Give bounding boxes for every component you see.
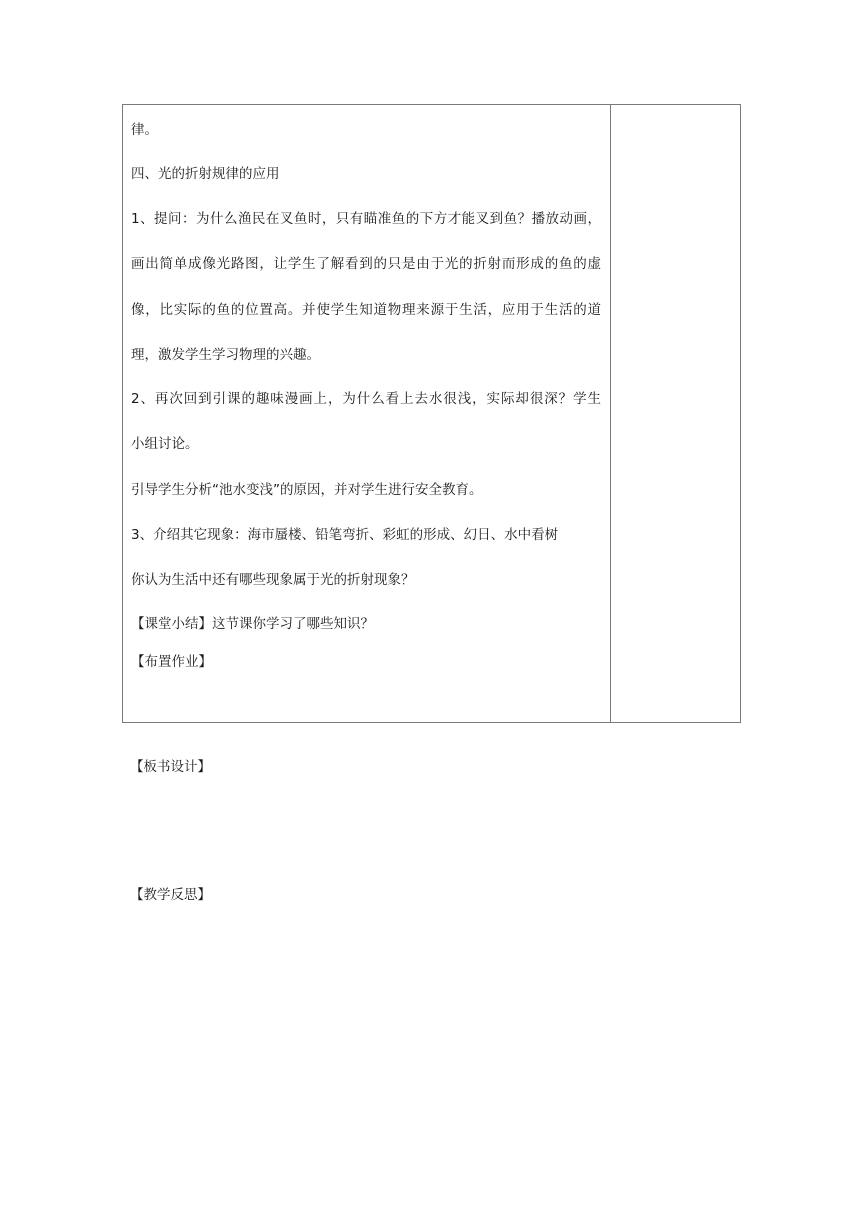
homework-heading: 【布置作业】: [131, 654, 212, 670]
text-line: 引导学生分析“池水变浅”的原因，并对学生进行安全教育。: [131, 482, 483, 498]
text-line: 小组讨论。: [131, 436, 199, 452]
teaching-reflection-heading: 【教学反思】: [130, 887, 211, 903]
lesson-table: [122, 104, 741, 723]
lesson-content-cell: [123, 105, 610, 722]
text-line: 你认为生活中还有哪些现象属于光的折射现象？: [131, 572, 415, 588]
section-heading: 四、光的折射规律的应用: [131, 166, 280, 182]
board-design-heading: 【板书设计】: [130, 759, 211, 775]
text-line: 画出简单成像光路图，让学生了解看到的只是由于光的折射而形成的鱼的虚: [131, 256, 601, 272]
text-line: 理，激发学生学习物理的兴趣。: [131, 347, 320, 363]
text-line: 像，比实际的鱼的位置高。并使学生知道物理来源于生活，应用于生活的道: [131, 302, 601, 318]
text-line: 2、再次回到引课的趣味漫画上，为什么看上去水很浅，实际却很深？学生: [131, 391, 601, 407]
text-line: 3、介绍其它现象：海市蜃楼、铅笔弯折、彩虹的形成、幻日、水中看树: [131, 527, 559, 543]
notes-cell: [611, 105, 741, 722]
text-line: 律。: [131, 122, 158, 138]
text-line: 1、提问：为什么渔民在叉鱼时，只有瞄准鱼的下方才能叉到鱼？播放动画，: [131, 211, 601, 227]
lesson-summary: 【课堂小结】这节课你学习了哪些知识？: [131, 616, 374, 632]
